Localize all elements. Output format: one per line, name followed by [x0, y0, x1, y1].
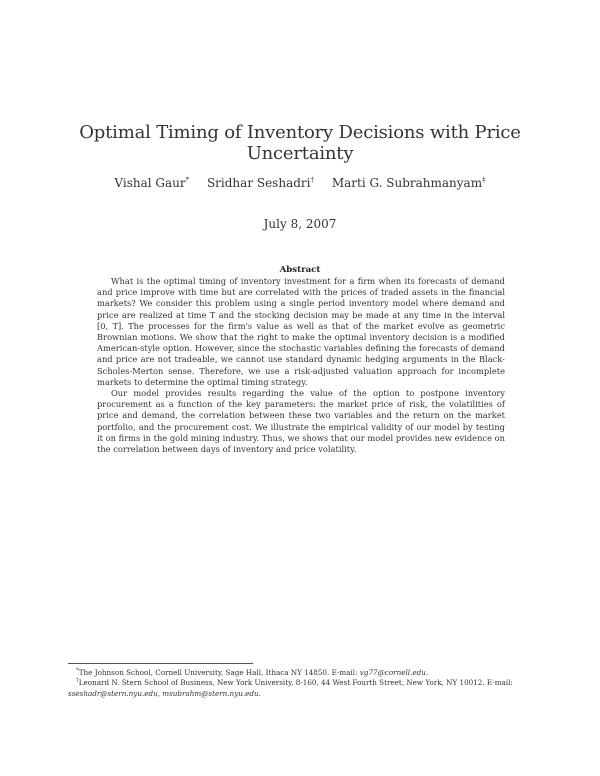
footnote-1	[68, 668, 536, 678]
author-1	[114, 176, 189, 190]
author-footnote-mark: †	[310, 176, 314, 184]
author-list	[40, 176, 560, 190]
footnote-mark: †	[76, 678, 79, 685]
footnote-tail: .	[258, 688, 261, 698]
author-3	[332, 176, 486, 190]
abstract-paragraph: What is the optimal timing of inventory investment for a firm when its forecasts of demand and price improve with time but are correlated with the prices of traded assets in the financial markets? We consider this problem using a single period inventory model where demand and price are realized at time T and the stocking decision may be made at any time in the interval [0, T]. The processes for the firm's value as well as that of the market evolve as geometric Brownian motions. We show that the right to make the optimal inventory decision is a modified American-style option. However, since the stochastic variables defining the forecasts of demand and price are not tradeable, we cannot use standard dynamic hedging arguments in the Black-Scholes-Merton sense. Therefore, we use a risk-adjusted valuation approach for incomplete markets to determine the optimal timing strategy.	[97, 276, 505, 387]
footnote-rule	[68, 663, 253, 664]
author-footnote-mark: ‡	[482, 176, 486, 184]
footnotes	[68, 668, 536, 699]
author-footnote-mark: *	[185, 176, 190, 184]
footnote-tail: .	[425, 668, 429, 677]
footnote-2	[68, 678, 536, 699]
footnote-email: vg77@cornell.edu	[359, 668, 426, 677]
author-name: Sridhar Seshadri	[206, 176, 311, 190]
paper-title: Optimal Timing of Inventory Decisions with Price Uncertainty	[79, 122, 521, 164]
paper-date: July 8, 2007	[263, 217, 337, 231]
author-name: Vishal Gaur	[114, 176, 186, 190]
abstract-heading: Abstract	[279, 265, 321, 275]
footnote-mark: *	[76, 667, 79, 674]
author-name: Marti G. Subrahmanyam	[331, 176, 483, 190]
footnote-text: The Johnson School, Cornell University, Sage Hall, Ithaca NY 14850. E-mail:	[78, 668, 360, 677]
footnote-email: sseshadr@stern.nyu.edu, msubrahm@stern.nyu.edu	[68, 688, 259, 698]
abstract-paragraph: Our model provides results regarding the value of the option to postpone inventory procurement as a function of the key parameters: the market price of risk, the volatilities of price and demand, the correlation between these two variables and the return on the market portfolio, and the procurement cost. We illustrate the empirical validity of our model by testing it on firms in the gold mining industry. Thus, we shows that our model provides new evidence on the correlation between days of inventory and price volatility.	[97, 388, 505, 455]
author-2	[207, 176, 314, 190]
abstract-body	[97, 276, 505, 455]
footnote-text: Leonard N. Stern School of Business, New York University, 8-160, 44 West Fourth Street, New York, NY 10012. E-mail:	[78, 678, 513, 688]
